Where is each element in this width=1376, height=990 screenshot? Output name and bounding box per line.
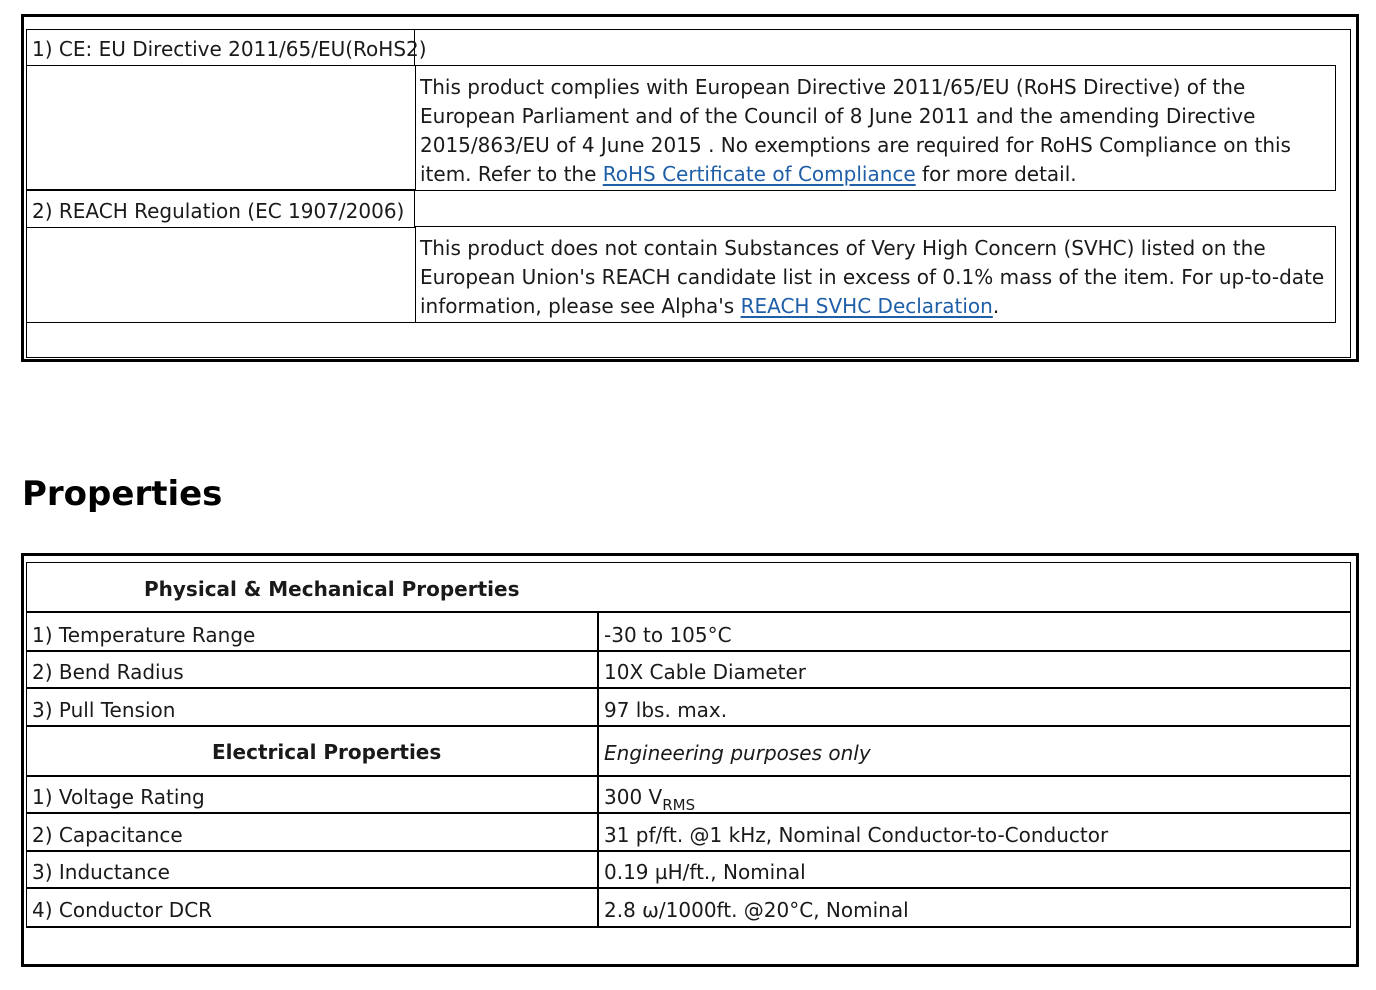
electrical-value-inductance: 0.19 µH/ft., Nominal: [604, 860, 806, 884]
electrical-label-capacitance: 2) Capacitance: [32, 823, 183, 847]
physical-label-pull-tension: 3) Pull Tension: [32, 698, 176, 722]
physical-properties-heading: Physical & Mechanical Properties: [144, 577, 520, 601]
physical-value-bend-radius: 10X Cable Diameter: [604, 660, 807, 684]
electrical-label-voltage: 1) Voltage Rating: [32, 785, 205, 809]
rohs-compliance-text: This product complies with European Directive 2011/65/EU (RoHS Directive) of the European Parliament and of the Council of 8 June 2011 and the amending Directive 2015/863/EU of 4 June 2015 . No exemptions are required for RoHS Compliance on this item. Refer to the RoHS Certificate of Compliance for more detail.: [420, 75, 1291, 186]
electrical-label-dcr: 4) Conductor DCR: [32, 898, 213, 922]
electrical-value-dcr: 2.8 ω/1000ft. @20°C, Nominal: [604, 898, 909, 922]
physical-label-temperature: 1) Temperature Range: [32, 623, 256, 647]
electrical-value-capacitance: 31 pf/ft. @1 kHz, Nominal Conductor-to-Conductor: [604, 823, 1109, 847]
electrical-label-inductance: 3) Inductance: [32, 860, 170, 884]
reach-svhc-declaration-link[interactable]: REACH SVHC Declaration: [740, 294, 993, 318]
electrical-note: Engineering purposes only: [604, 741, 871, 765]
reach-compliance-text: This product does not contain Substances of Very High Concern (SVHC) listed on the European Union's REACH candidate list in excess of 0.1% mass of the item. For up-to-date information, please see Alpha's REACH SVHC Declaration.: [420, 236, 1325, 318]
electrical-value-voltage: 300 $V_{RMS}$: [604, 785, 696, 814]
section-title-properties: Properties: [22, 474, 223, 514]
compliance-label-rohs: 1) CE: EU Directive 2011/65/EU(RoHS2): [32, 37, 427, 61]
rohs-certificate-link[interactable]: RoHS Certificate of Compliance: [602, 162, 916, 186]
physical-value-temperature: -30 to 105°C: [604, 623, 732, 647]
electrical-properties-heading: Electrical Properties: [212, 740, 442, 764]
physical-value-pull-tension: 97 lbs. max.: [604, 698, 728, 722]
physical-label-bend-radius: 2) Bend Radius: [32, 660, 184, 684]
compliance-label-reach: 2) REACH Regulation (EC 1907/2006): [32, 199, 405, 223]
